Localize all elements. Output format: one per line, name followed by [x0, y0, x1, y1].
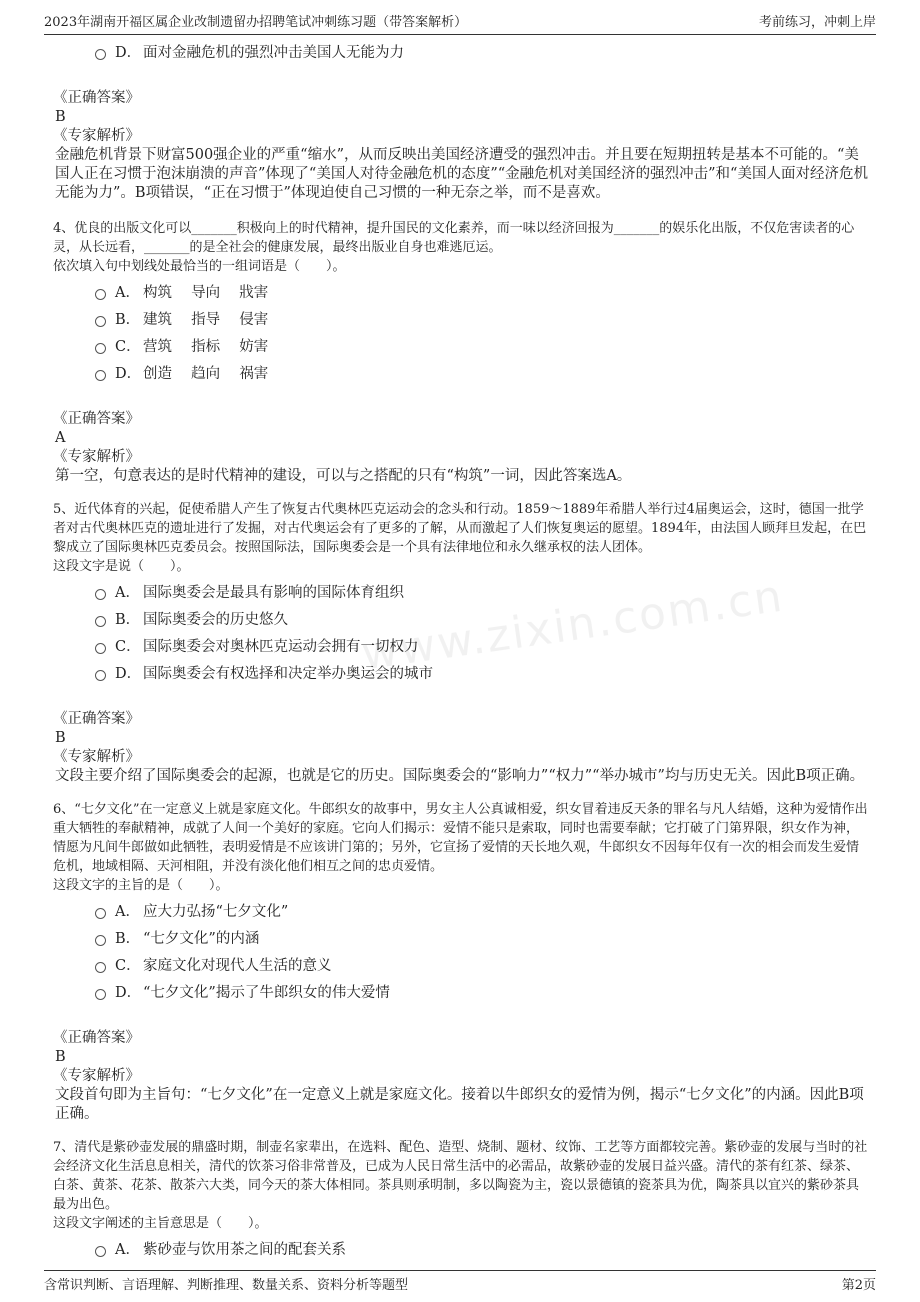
question-7	[53, 1138, 870, 1264]
option-letter: A．	[115, 904, 140, 920]
answer-key: B	[55, 109, 66, 125]
option-letter: B．	[115, 312, 141, 328]
option-list	[53, 580, 870, 688]
analysis-label: 《专家解析》	[53, 449, 140, 465]
question-prompt: 依次填入句中划线处最恰当的一组词语是（ ）。	[53, 259, 346, 274]
question-5	[53, 500, 870, 786]
radio-icon[interactable]	[95, 370, 106, 381]
analysis-text: 文段主要介绍了国际奥委会的起源，也就是它的历史。国际奥委会的“影响力”“权力”“举办城市”均与历史无关。因此B项正确。	[55, 768, 865, 784]
option-d[interactable]	[53, 40, 870, 67]
option-text: 紫砂壶与饮用茶之间的配套关系	[143, 1242, 346, 1258]
radio-icon[interactable]	[95, 49, 106, 60]
page-header	[44, 10, 876, 35]
question-stem: 6、“七夕文化”在一定意义上就是家庭文化。牛郎织女的故事中，男女主人公真诚相爱，织女冒着违反天条的罪名与凡人结婚，这种为爱情作出重大牺牲的奉献精神，成就了人间一个美好的家庭。它向人们揭示：爱情不能只是索取，同时也需要奉献；它打破了门第界限，织女作为神，情愿为凡间牛郎做如此牺牲，表明爱情是不应该讲门第的；另外，它宣扬了爱情的天长地久观，牛郎织女不因每年仅有一次的相会而发生爱情危机，地域相隔、天河相阻，并没有淡化他们相互之间的忠贞爱情。	[53, 802, 868, 874]
page-content	[53, 40, 870, 1264]
option-b[interactable]	[53, 926, 870, 953]
question-stem: 7、清代是紫砂壶发展的鼎盛时期，制壶名家辈出，在选料、配色、造型、烧制、题材、纹饰、工艺等方面都较完善。紫砂壶的发展与当时的社会经济文化生活息息相关，清代的饮茶习俗非常普及，已成为人民日常生活中的必需品，故紫砂壶的发展日益兴盛。清代的茶有红茶、绿茶、白茶、黄茶、花茶、散茶六大类，同今天的茶大体相同。茶具则承明制，多以陶瓷为主，瓷以景德镇的瓷茶具为优，陶茶具以宜兴的紫砂茶具最为出色。	[53, 1140, 868, 1212]
answer-key: A	[55, 430, 66, 446]
analysis-label: 《专家解析》	[53, 1068, 140, 1084]
radio-icon[interactable]	[95, 962, 106, 973]
analysis-label: 《专家解析》	[53, 128, 140, 144]
question-prompt: 这段文字阐述的主旨意思是（ ）。	[53, 1216, 268, 1231]
document-title: 2023年湖南开福区属企业改制遗留办招聘笔试冲刺练习题（带答案解析）	[44, 15, 468, 30]
answer-key: B	[55, 730, 66, 746]
option-a[interactable]	[53, 280, 870, 307]
option-letter: C．	[115, 339, 141, 355]
page-footer	[44, 1270, 876, 1295]
option-letter: D．	[115, 366, 142, 382]
analysis-label: 《专家解析》	[53, 749, 140, 765]
radio-icon[interactable]	[95, 908, 106, 919]
watermark: www.zixin.com.cn	[358, 570, 787, 681]
option-letter: B．	[115, 931, 141, 947]
radio-icon[interactable]	[95, 289, 106, 300]
footer-categories: 含常识判断、言语理解、判断推理、数量关系、资料分析等题型	[44, 1278, 409, 1293]
option-letter: A．	[115, 585, 140, 601]
analysis-text: 文段首句即为主旨句：“七夕文化”在一定意义上就是家庭文化。接着以牛郎织女的爱情为例，揭示“七夕文化”的内涵。因此B项正确。	[55, 1087, 864, 1122]
option-c[interactable]	[53, 634, 870, 661]
option-letter: A．	[115, 1242, 140, 1258]
option-text: 国际奥委会对奥林匹克运动会拥有一切权力	[143, 639, 419, 655]
option-text: 家庭文化对现代人生活的意义	[143, 958, 332, 974]
header-slogan: 考前练习，冲刺上岸	[758, 15, 876, 30]
option-text: 构筑 导向 戕害	[143, 285, 269, 301]
option-b[interactable]	[53, 607, 870, 634]
question-stem: 4、优良的出版文化可以_______积极向上的时代精神，提升国民的文化素养，而一味以经济回报为_______的娱乐化出版，不仅危害读者的心灵，从长远看，_______的是全社会的健康发展，最终出版业自身也难逃厄运。	[53, 221, 855, 255]
option-text: 国际奥委会的历史悠久	[143, 612, 288, 628]
option-letter: B．	[115, 612, 141, 628]
question-stem: 5、近代体育的兴起，促使希腊人产生了恢复古代奥林匹克运动会的念头和行动。1859～1889年希腊人举行过4届奥运会，这时，德国一批学者对古代奥林匹克的遗址进行了发掘，对古代奥运会有了更多的了解，从而激起了人们恢复奥运的愿望。1894年，由法国人顾拜旦发起，在巴黎成立了国际奥林匹克委员会。按照国际法，国际奥委会是一个具有法律地位和永久继承权的法人团体。	[53, 502, 867, 555]
option-a[interactable]	[53, 899, 870, 926]
option-list	[53, 280, 870, 388]
option-letter: C．	[115, 639, 141, 655]
radio-icon[interactable]	[95, 589, 106, 600]
option-list	[53, 899, 870, 1007]
option-text: “七夕文化”的内涵	[143, 931, 260, 947]
answer-label: 《正确答案》	[53, 411, 140, 427]
option-text: 国际奥委会是最具有影响的国际体育组织	[143, 585, 404, 601]
option-text: 创造 趋向 祸害	[143, 366, 269, 382]
radio-icon[interactable]	[95, 343, 106, 354]
analysis-text: 金融危机背景下财富500强企业的严重“缩水”，从而反映出美国经济遭受的强烈冲击。并且要在短期扭转是基本不可能的。“美国人正在习惯于泡沫崩溃的声音”体现了“美国人对待金融危机的态度”“金融危机对美国经济的强烈冲击”和“美国人面对经济危机无能为力”。B项错误，“正在习惯于”体现迫使自己习惯的一种无奈之举，而不是喜欢。	[55, 147, 868, 201]
option-text: 建筑 指导 侵害	[143, 312, 269, 328]
option-list	[53, 1237, 870, 1264]
analysis-text: 第一空，句意表达的是时代精神的建设，可以与之搭配的只有“构筑”一词，因此答案选A。	[55, 468, 632, 484]
option-text: 营筑 指标 妨害	[143, 339, 269, 355]
option-letter: C．	[115, 958, 141, 974]
option-b[interactable]	[53, 307, 870, 334]
option-text: 面对金融危机的强烈冲击美国人无能为力	[143, 45, 404, 61]
radio-icon[interactable]	[95, 935, 106, 946]
option-d[interactable]	[53, 361, 870, 388]
option-letter: D．	[115, 45, 142, 61]
radio-icon[interactable]	[95, 616, 106, 627]
question-6	[53, 800, 870, 1124]
answer-label: 《正确答案》	[53, 90, 140, 106]
answer-key: B	[55, 1049, 66, 1065]
radio-icon[interactable]	[95, 1246, 106, 1257]
option-letter: D．	[115, 985, 142, 1001]
answer-label: 《正确答案》	[53, 1030, 140, 1046]
option-letter: D．	[115, 666, 142, 682]
option-c[interactable]	[53, 953, 870, 980]
question-prompt: 这段文字是说（ ）。	[53, 559, 190, 574]
radio-icon[interactable]	[95, 316, 106, 327]
option-text: 国际奥委会有权选择和决定举办奥运会的城市	[143, 666, 433, 682]
radio-icon[interactable]	[95, 670, 106, 681]
answer-label: 《正确答案》	[53, 711, 140, 727]
radio-icon[interactable]	[95, 643, 106, 654]
page-number: 第2页	[841, 1278, 876, 1293]
question-prompt: 这段文字的主旨的是（ ）。	[53, 878, 229, 893]
option-a[interactable]	[53, 1237, 870, 1264]
option-a[interactable]	[53, 580, 870, 607]
question-4	[53, 219, 870, 486]
option-text: 应大力弘扬“七夕文化”	[143, 904, 289, 920]
radio-icon[interactable]	[95, 989, 106, 1000]
option-d[interactable]	[53, 661, 870, 688]
option-letter: A．	[115, 285, 140, 301]
option-text: “七夕文化”揭示了牛郎织女的伟大爱情	[143, 985, 390, 1001]
option-d[interactable]	[53, 980, 870, 1007]
option-c[interactable]	[53, 334, 870, 361]
